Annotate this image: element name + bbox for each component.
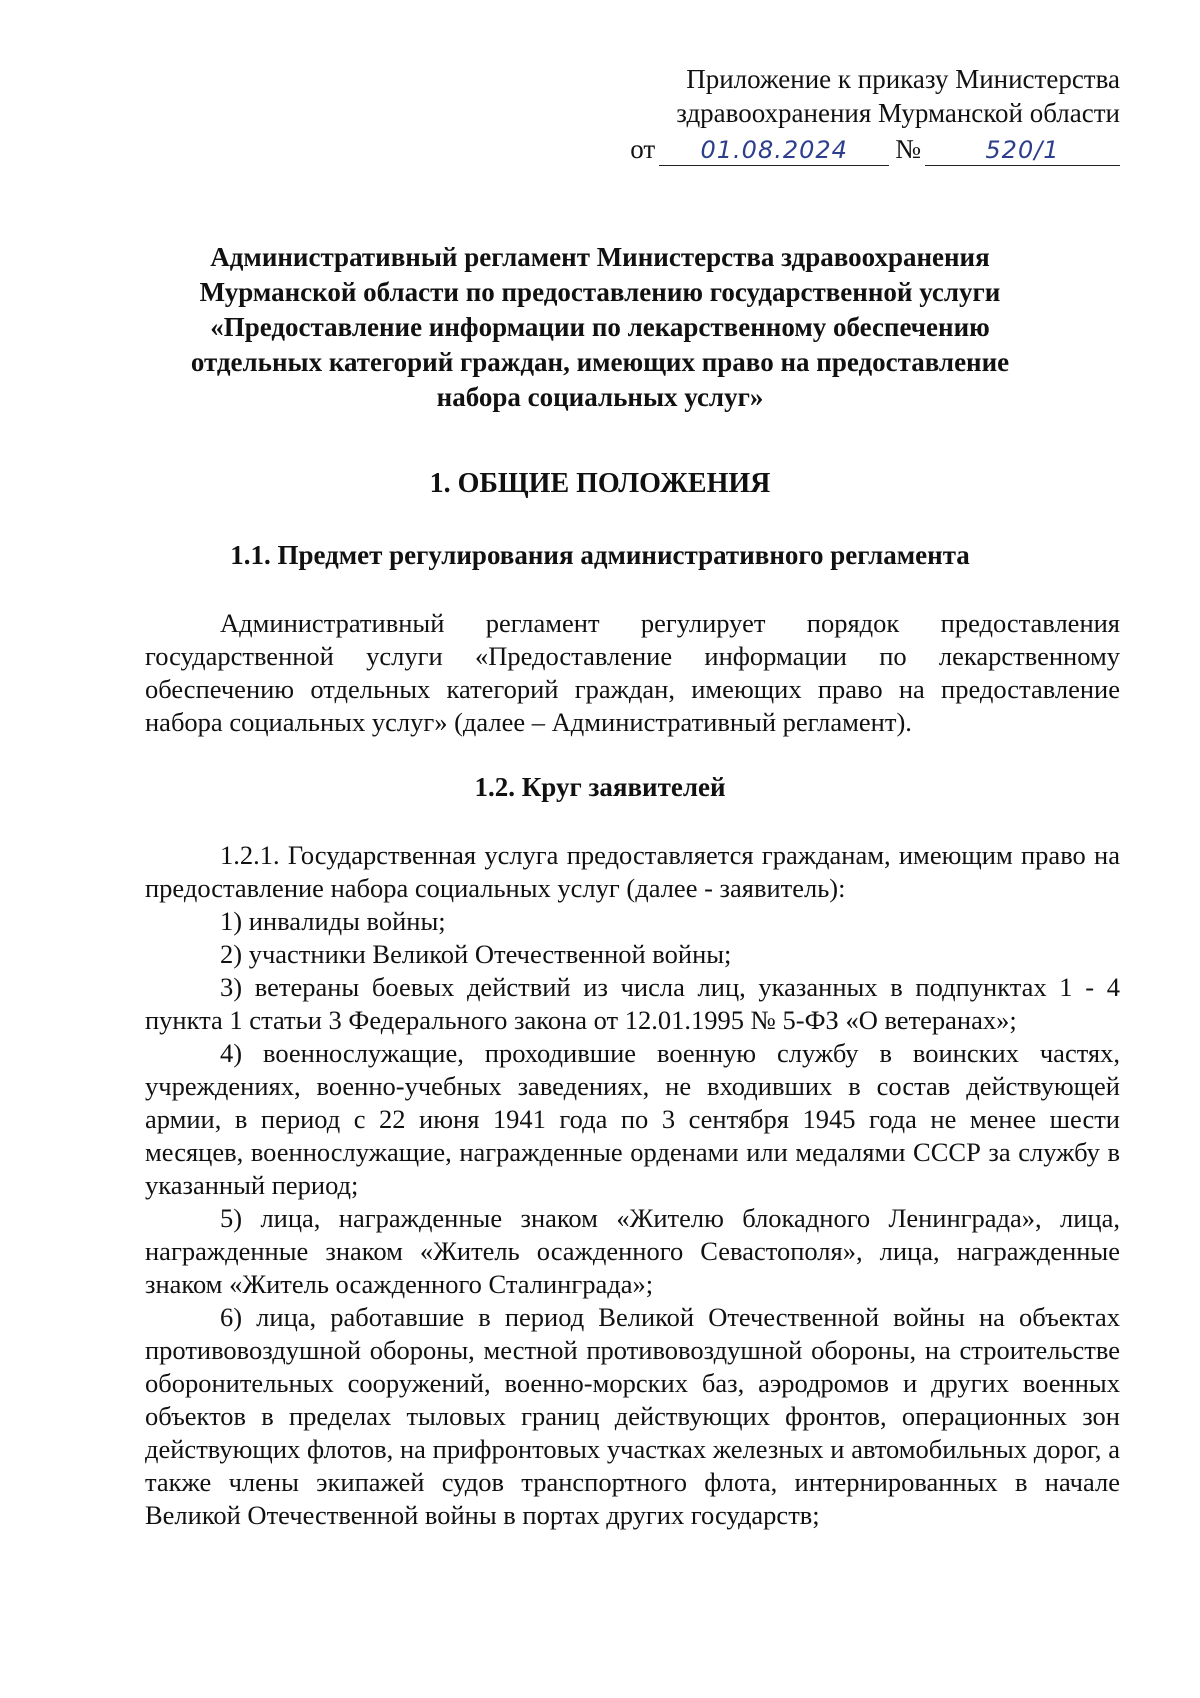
section-1-2-heading: 1.2. Круг заявителей xyxy=(474,772,726,802)
section-1-1-heading: 1.1. Предмет регулирования административного регламента xyxy=(230,540,970,570)
title-line-1: Административный регламент Министерства здравоохранения xyxy=(210,242,990,272)
from-label: от xyxy=(630,134,656,164)
section-1-heading: 1. ОБЩИЕ ПОЛОЖЕНИЯ xyxy=(429,468,771,499)
list-item-4: 4) военнослужащие, проходившие военную службу в воинских частях, учреждениях, военно-учебных заведениях, не входивших в состав действующей армии, в период с 22 июня 1941 года по 3 сентября 1945 года не менее шести месяцев, военнослужащие, награжденные орденами или медалями СССР за службу в указанный период; xyxy=(145,1038,1120,1200)
title-line-5: набора социальных услуг» xyxy=(436,382,764,412)
list-item-5: 5) лица, награжденные знаком «Жителю блокадного Ленинграда», лица, награжденные знаком «Житель осажденного Севастополя», лица, награжденные знаком «Житель осажденного Сталинграда»; xyxy=(145,1203,1120,1299)
order-date-number-row xyxy=(560,132,1120,166)
list-item-1: 1) инвалиды войны; xyxy=(220,906,446,936)
section-1-1-paragraph: Административный регламент регулирует порядок предоставления государственной услуги «Предоставление информации по лекарственному обеспечению отдельных категорий граждан, имеющих право на предоставление набора социальных услуг» (далее – Административный регламент). xyxy=(145,608,1120,737)
title-line-3: «Предоставление информации по лекарственному обеспечению xyxy=(210,312,990,342)
approval-line-2: здравоохранения Мурманской области xyxy=(676,98,1120,128)
list-item-6: 6) лица, работавшие в период Великой Отечественной войны на объектах противовоздушной обороны, местной противовоздушной обороны, на строительстве оборонительных сооружений, военно-морских баз, аэродромов и других военных объектов в пределах тыловых границ действующих фронтов, операционных зон действующих флотов, на прифронтовых участках железных и автомобильных дорог, а также члены экипажей судов транспортного флота, интернированных в начале Великой Отечественной войны в портах других государств; xyxy=(145,1302,1120,1530)
handwritten-number: 520/1 xyxy=(925,135,1120,166)
applicants-list xyxy=(145,839,1120,1532)
list-item-1-2-1: 1.2.1. Государственная услуга предоставляется гражданам, имеющим право на предоставление набора социальных услуг (далее - заявитель): xyxy=(145,840,1120,903)
title-line-4: отдельных категорий граждан, имеющих право на предоставление xyxy=(190,347,1010,377)
approval-block xyxy=(560,62,1120,166)
handwritten-date: 01.08.2024 xyxy=(659,135,889,166)
title-line-2: Мурманской области по предоставлению государственной услуги xyxy=(199,277,1001,307)
number-label: № xyxy=(895,134,921,164)
list-item-2: 2) участники Великой Отечественной войны; xyxy=(220,939,732,969)
approval-line-1: Приложение к приказу Министерства xyxy=(686,64,1120,94)
document-title xyxy=(130,240,1070,415)
list-item-3: 3) ветераны боевых действий из числа лиц, указанных в подпунктах 1 - 4 пункта 1 статьи 3 Федерального закона от 12.01.1995 № 5-ФЗ «О ветеранах»; xyxy=(145,972,1120,1035)
